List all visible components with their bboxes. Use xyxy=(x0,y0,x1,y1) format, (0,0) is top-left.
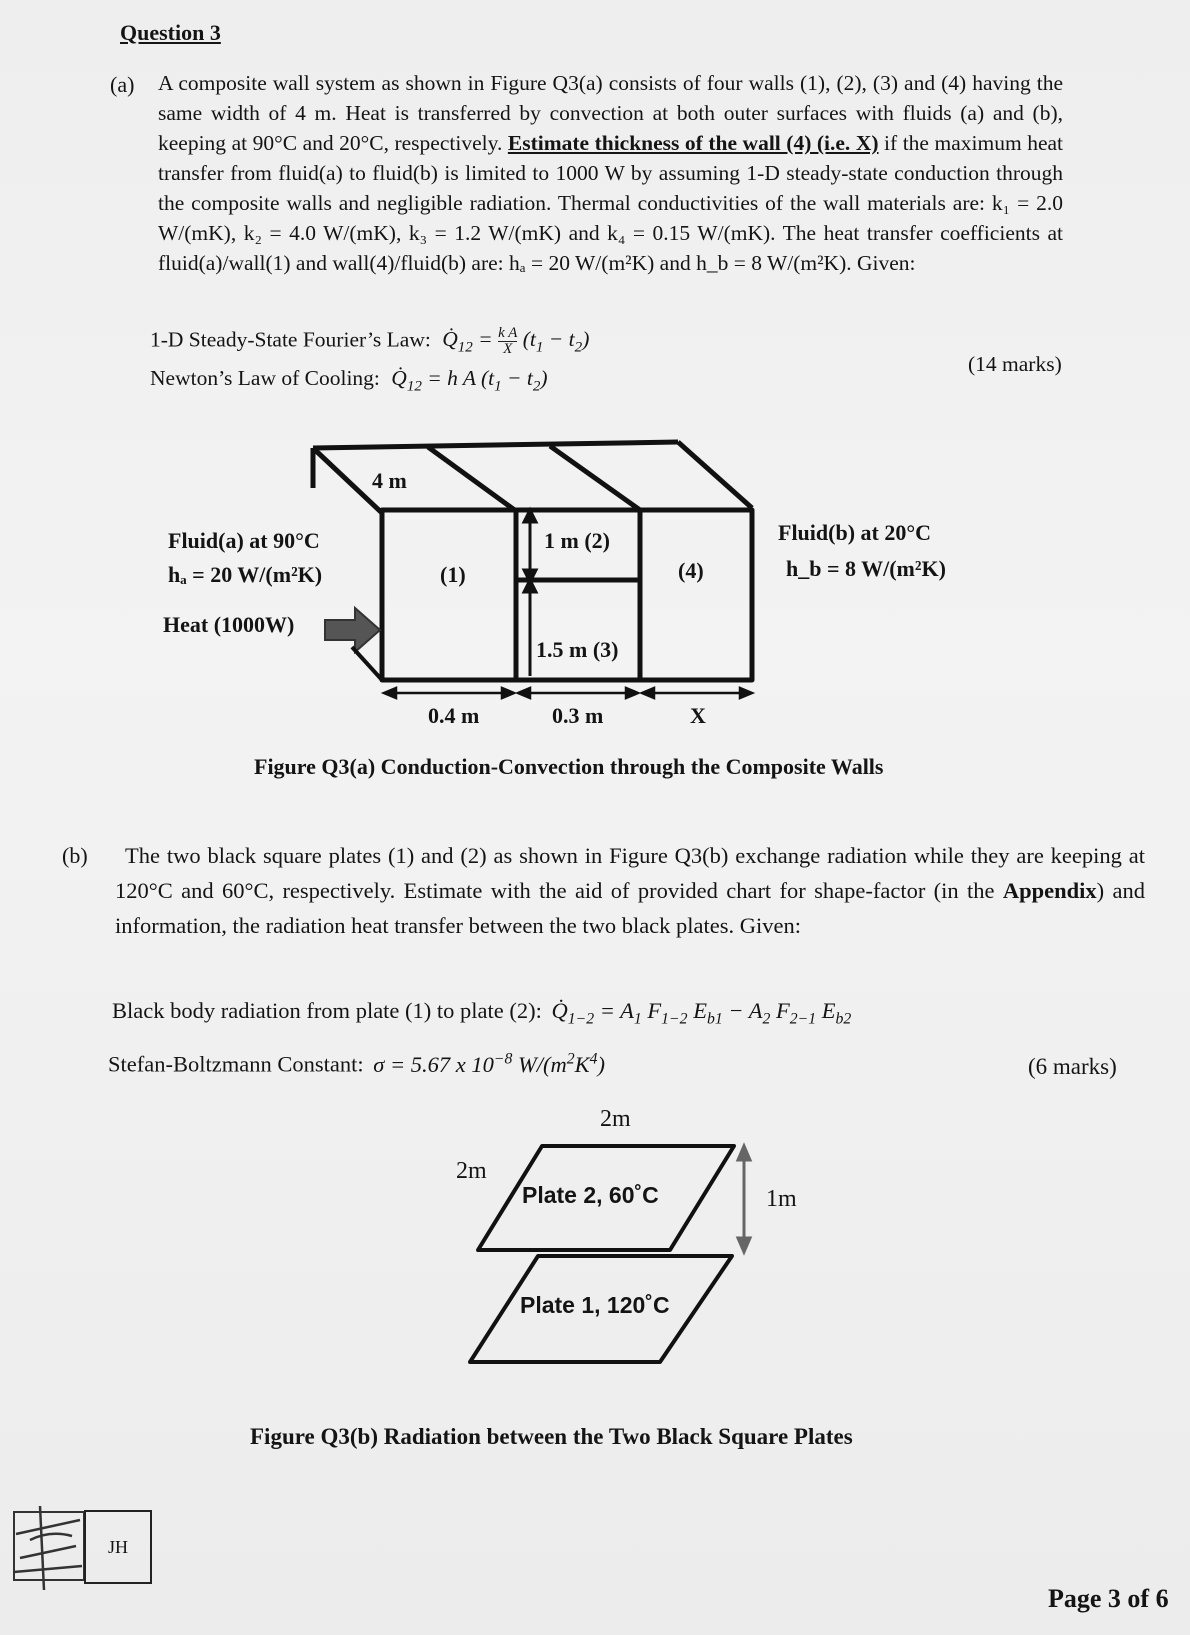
stefan-label: Stefan-Boltzmann Constant: xyxy=(108,1051,364,1077)
fig-b-side-dimension: 2m xyxy=(456,1158,487,1184)
figure-b-caption: Figure Q3(b) Radiation between the Two Black Square Plates xyxy=(250,1424,853,1449)
part-b-label: (b) xyxy=(62,843,88,868)
black-body-label: Black body radiation from plate (1) to plate (2): xyxy=(112,998,542,1023)
fig-a-wall-1-label: (1) xyxy=(440,562,466,587)
fig-b-top-dimension: 2m xyxy=(600,1106,631,1132)
fig-a-dim-wall2: 0.3 m xyxy=(552,703,604,728)
part-a-text-2: if the maximum heat transfer from fluid(a) to fluid(b) is limited to 1000 W by assuming 1-D steady-state conduction through the composite walls and negligible radiation. Thermal conductivities of the wall materials are: k₁ = 2.0 W/(mK), k₂ = 4.0 W/(mK), k₃ = 1.2 W/(mK) and k₄ = 0.15 W/(mK). The heat transfer coefficients at fluid(a)/wall(1) and wall(4)/fluid(b) are: hₐ = 20 W/(m²K) and h_b = 8 W/(m²K). Given: xyxy=(158,131,1064,275)
fig-b-gap-dimension: 1m xyxy=(766,1186,797,1212)
page-number: Page 3 of 6 xyxy=(1048,1584,1169,1613)
newton-law-label: Newton’s Law of Cooling: xyxy=(150,366,380,390)
fig-a-h-a-label: hₐ = 20 W/(m²K) xyxy=(168,562,323,587)
fig-a-wall-4-label: (4) xyxy=(678,558,704,583)
part-b-appendix: Appendix xyxy=(1002,878,1097,903)
fig-a-wall-2-label: 1 m (2) xyxy=(544,528,610,553)
part-a-emphasis: Estimate thickness of the wall (4) (i.e. X) xyxy=(507,131,879,155)
fig-a-dim-x: X xyxy=(690,703,706,728)
initials-box: JH xyxy=(84,1510,152,1584)
figure-a-caption: Figure Q3(a) Conduction-Convection through the Composite Walls xyxy=(254,754,884,779)
fig-a-fluid-b-label: Fluid(b) at 20°C xyxy=(778,520,932,545)
fig-b-plate-2-label: Plate 2, 60˚C xyxy=(522,1182,659,1208)
part-b-marks: (6 marks) xyxy=(1028,1054,1117,1079)
fig-a-width-label: 4 m xyxy=(372,468,407,493)
fig-a-wall-3-label: 1.5 m (3) xyxy=(536,637,619,662)
fig-a-fluid-a-label: Fluid(a) at 90°C xyxy=(168,528,320,553)
fig-a-dim-wall1: 0.4 m xyxy=(428,703,480,728)
part-a-label: (a) xyxy=(110,72,135,97)
black-body-equation: $Q̇_{1-2} = A_1$ $F_{1-2}$ $E_{b1} - A_2$ $F_{2-1}$ $E_{b2}$ xyxy=(551,998,852,1028)
part-a-marks: (14 marks) xyxy=(968,352,1062,376)
part-b-text-1: The two black square plates (1) and (2) as shown in Figure Q3(b) exchange radiation while they are keeping at 120°C and 60°C, respectively. Estimate with the aid of provided chart for shape-factor (in the xyxy=(115,843,1145,903)
gap-dimension-arrow xyxy=(738,1146,750,1252)
fig-a-h-b-label: h_b = 8 W/(m²K) xyxy=(786,556,946,581)
newton-law-equation: $Q̇_{12} = h$ A $(t_1 - t_2)$ xyxy=(391,366,548,395)
fourier-law-label: 1-D Steady-State Fourier’s Law: xyxy=(150,327,431,352)
part-b-text-2: ) and information, the radiation heat transfer between the two black plates. Given: xyxy=(115,878,1146,938)
fourier-law-equation: $Q̇_{12}$ = $\frac{\text{k A}}{X}$ $(t_1 - t_2)$ xyxy=(442,325,590,357)
fig-b-plate-1-label: Plate 1, 120˚C xyxy=(520,1292,670,1318)
signature-mark xyxy=(10,1500,90,1592)
fig-a-heat-label: Heat (1000W) xyxy=(163,612,295,637)
question-title: Question 3 xyxy=(120,20,221,45)
part-a-text-1: A composite wall system as shown in Figure Q3(a) consists of four walls (1), (2), (3) and (4) having the same width of 4 m. Heat is transferred by convection at both outer surfaces with fluids (a) and (b), keeping at 90°C and 20°C, respectively. xyxy=(158,71,1063,155)
stefan-equation: σ = 5.67 x $10^{-8}$ $W/(m^2K^4)$ xyxy=(373,1050,606,1077)
